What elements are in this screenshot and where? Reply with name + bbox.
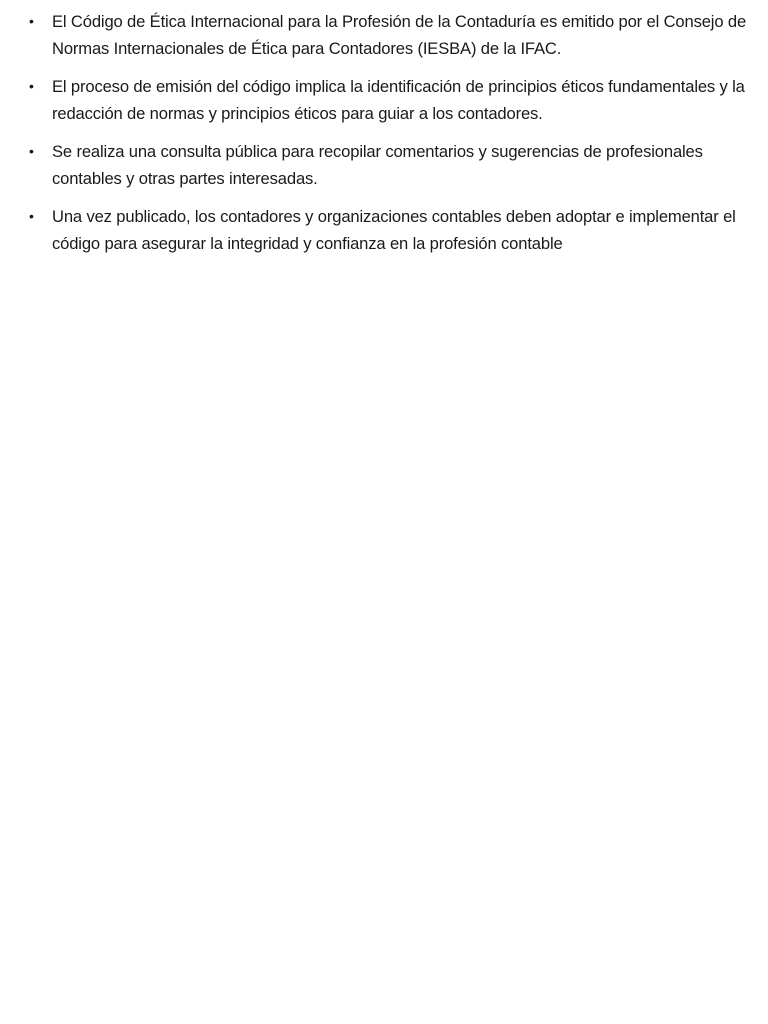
- bullet-list: [28, 8, 762, 268]
- list-item-text: Se realiza una consulta pública para recopilar comentarios y sugerencias de profesionales contables y otras partes interesadas.: [52, 142, 703, 188]
- list-item-text: Una vez publicado, los contadores y organizaciones contables deben adoptar e implementar el código para asegurar la integridad y confianza en la profesión contable: [52, 207, 736, 253]
- bullet-marker: •: [29, 143, 34, 159]
- list-item-text: El Código de Ética Internacional para la Profesión de la Contaduría es emitido por el Consejo de Normas Internacionales de Ética para Contadores (IESBA) de la IFAC.: [52, 12, 747, 58]
- list-item-text: El proceso de emisión del código implica la identificación de principios éticos fundamentales y la redacción de normas y principios éticos para guiar a los contadores.: [52, 77, 745, 123]
- list-item: [28, 73, 762, 127]
- list-item: [28, 203, 762, 257]
- list-item: [28, 8, 762, 62]
- bullet-marker: •: [29, 78, 34, 94]
- bullet-marker: •: [29, 208, 34, 224]
- list-item: [28, 138, 762, 192]
- bullet-marker: •: [29, 13, 34, 29]
